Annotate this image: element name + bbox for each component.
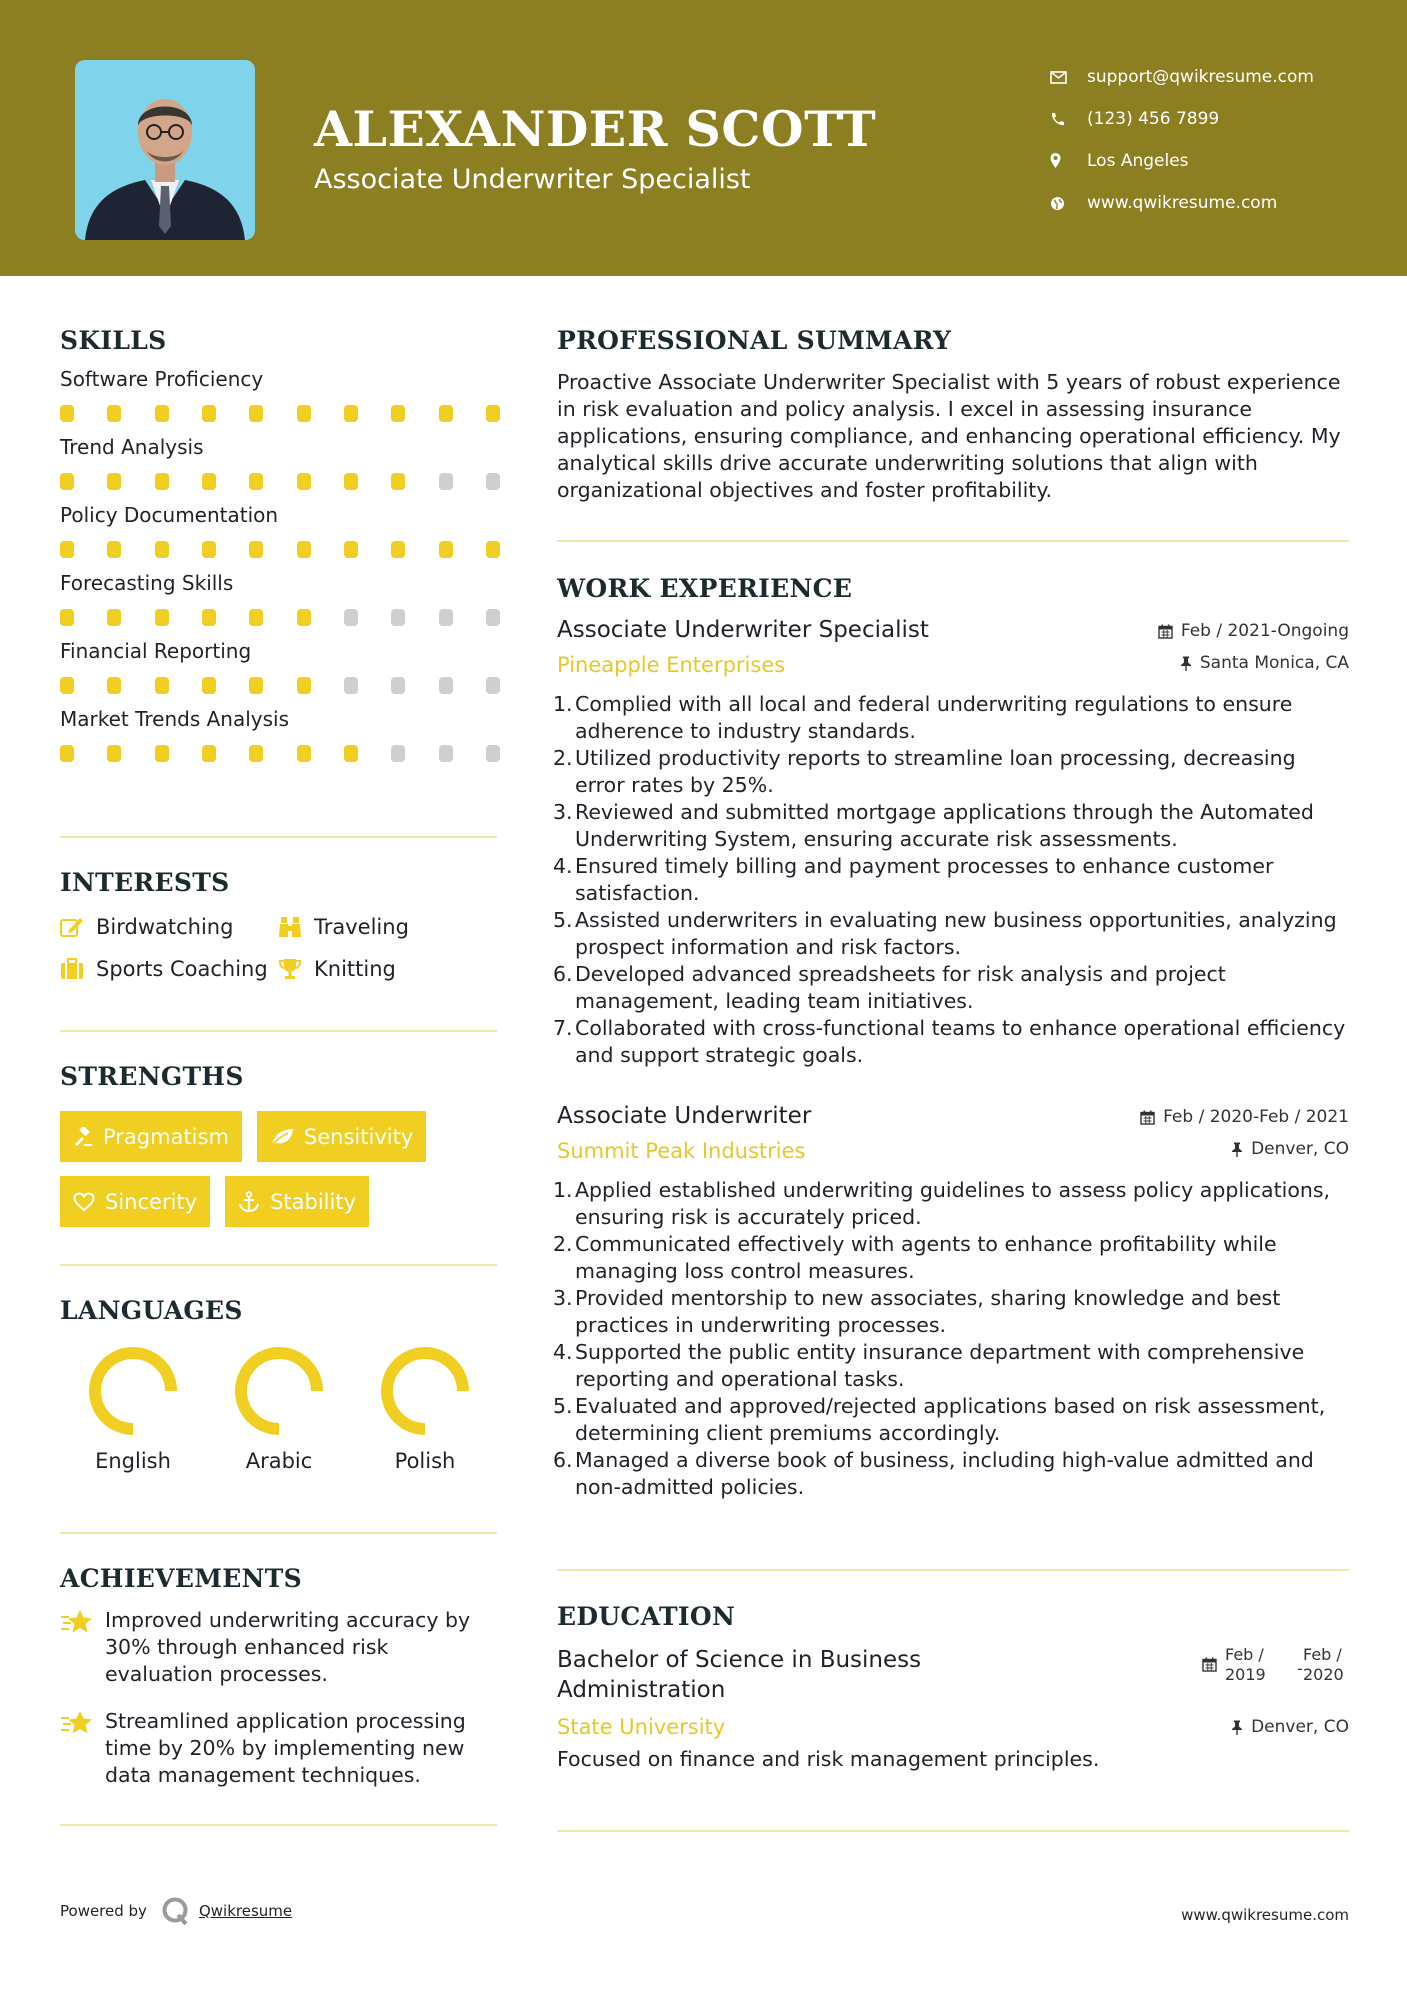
gavel-icon <box>73 1127 93 1147</box>
job-location <box>1180 653 1349 673</box>
skill-dot-filled <box>486 541 500 558</box>
skill-name: Forecasting Skills <box>60 571 234 595</box>
skill-dot-filled <box>202 677 216 694</box>
strength-label: Sensitivity <box>303 1124 414 1149</box>
skill-dot-empty <box>344 677 358 694</box>
education-section <box>557 1602 1349 1771</box>
section-divider <box>60 836 497 838</box>
skill-rating <box>60 677 500 695</box>
section-divider <box>60 1264 497 1266</box>
skill-dot-filled <box>344 473 358 490</box>
summary-text: Proactive Associate Underwriter Specialist with 5 years of robust experience in risk evaluation and policy analysis. I excel in assessing insurance applications, ensuring compliance, and enhancing operational efficiency. My analytical skills drive accurate underwriting solutions that align with organizational objectives and foster profitability. <box>557 370 1341 502</box>
skill-dot-filled <box>297 745 311 762</box>
anchor-icon <box>238 1191 260 1213</box>
skill-dot-empty <box>439 677 453 694</box>
heart-icon <box>73 1192 95 1212</box>
responsibility-item: 2. Utilized productivity reports to streamline loan processing, decreasing error rates by 25%. <box>553 746 1296 797</box>
skill-name: Policy Documentation <box>60 503 279 527</box>
envelope-icon <box>1050 71 1087 84</box>
responsibility-item: 4. Ensured timely billing and payment processes to enhance customer satisfaction. <box>553 854 1274 905</box>
skill-dot-filled <box>297 677 311 694</box>
interest-item <box>60 957 278 981</box>
contact-website-text: www.qwikresume.com <box>1087 193 1278 213</box>
briefcase-icon <box>60 958 96 980</box>
footer-powered-by <box>60 1896 292 1926</box>
section-divider <box>557 1569 1349 1571</box>
skill-item <box>60 639 500 695</box>
candidate-name: ALEXANDER SCOTT <box>314 100 877 158</box>
skill-dot-empty <box>439 745 453 762</box>
calendar-icon <box>1158 624 1173 639</box>
job-title: Associate Underwriter Specialist <box>557 617 929 643</box>
responsibility-item: 1. Complied with all local and federal underwriting regulations to ensure adherence to industry standards. <box>553 692 1293 743</box>
job-entry <box>553 1103 1349 1501</box>
skill-dot-filled <box>107 677 121 694</box>
pushpin-icon <box>1231 1142 1243 1157</box>
degree-title: Bachelor of Science in Business Administration <box>557 1647 922 1703</box>
skill-dot-filled <box>60 609 74 626</box>
languages-title: LANGUAGES <box>60 1296 243 1325</box>
skill-rating <box>60 745 500 763</box>
skill-dot-filled <box>202 405 216 422</box>
skill-name: Financial Reporting <box>60 639 252 663</box>
skill-dot-empty <box>391 609 405 626</box>
job-location <box>1231 1139 1349 1159</box>
summary-title: PROFESSIONAL SUMMARY <box>557 326 952 355</box>
education-title: EDUCATION <box>557 1602 736 1631</box>
skill-dot-filled <box>60 541 74 558</box>
pushpin-icon <box>1180 656 1192 671</box>
skill-dot-filled <box>107 405 121 422</box>
skill-name: Software Proficiency <box>60 367 264 391</box>
skills-list <box>60 367 500 763</box>
skill-dot-filled <box>60 677 74 694</box>
skill-dot-filled <box>202 541 216 558</box>
skill-dot-filled <box>391 473 405 490</box>
skill-dot-filled <box>249 745 263 762</box>
responsibility-item: 5. Evaluated and approved/rejected applications based on risk assessment, determining client premiums accordingly. <box>553 1394 1326 1445</box>
language-level-ring <box>379 1345 471 1437</box>
language-level-ring <box>233 1345 325 1437</box>
pushpin-icon <box>1231 1720 1243 1735</box>
strength-label: Stability <box>270 1189 357 1214</box>
contact-location <box>1050 140 1314 182</box>
job-location-text: Santa Monica, CA <box>1199 653 1349 673</box>
calendar-icon <box>1140 1110 1155 1125</box>
skill-rating <box>60 405 500 423</box>
contact-website[interactable] <box>1050 182 1314 224</box>
achievement-text: Improved underwriting accuracy by 30% through enhanced risk evaluation processes. <box>105 1608 471 1686</box>
strength-chip <box>257 1111 426 1162</box>
education-description: Focused on finance and risk management principles. <box>557 1747 1100 1771</box>
skills-title: SKILLS <box>60 326 167 355</box>
skill-dot-filled <box>249 609 263 626</box>
summary-section <box>557 326 1349 504</box>
strength-chip <box>60 1111 242 1162</box>
binoculars-icon <box>278 916 314 938</box>
skill-dot-empty <box>439 609 453 626</box>
section-divider <box>60 1824 497 1826</box>
strengths-title: STRENGTHS <box>60 1062 244 1091</box>
powered-by-label: Powered by <box>60 1902 147 1920</box>
contact-location-text: Los Angeles <box>1087 151 1189 171</box>
skill-dot-filled <box>297 473 311 490</box>
skill-dot-filled <box>60 745 74 762</box>
job-responsibilities <box>553 691 1349 1069</box>
interest-label: Knitting <box>314 957 396 981</box>
skill-rating <box>60 609 500 627</box>
responsibility-item: 5. Assisted underwriters in evaluating new business opportunities, analyzing prospect information and risk factors. <box>553 908 1337 959</box>
skill-dot-empty <box>486 609 500 626</box>
skill-dot-filled <box>155 677 169 694</box>
job-dates <box>1158 621 1349 641</box>
qwikresume-logo-icon <box>161 1896 191 1926</box>
responsibility-item: 3. Provided mentorship to new associates, sharing knowledge and best practices in underwriting processes. <box>553 1286 1281 1337</box>
pencil-icon <box>60 916 96 938</box>
job-location-text: Denver, CO <box>1251 1139 1349 1159</box>
skill-dot-filled <box>107 473 121 490</box>
skill-dot-empty <box>344 609 358 626</box>
skill-dot-empty <box>391 677 405 694</box>
responsibility-item: 3. Reviewed and submitted mortgage applications through the Automated Underwriting System, ensuring accurate risk assessments. <box>553 800 1314 851</box>
trophy-icon <box>278 958 314 980</box>
globe-icon <box>1050 196 1087 211</box>
skill-dot-filled <box>249 677 263 694</box>
language-name: Polish <box>394 1449 456 1473</box>
job-dates-text: Feb / 2021-Ongoing <box>1180 621 1349 641</box>
work-title: WORK EXPERIENCE <box>557 574 853 603</box>
education-end-date: Feb / 2020 <box>1303 1645 1344 1684</box>
resume-header <box>0 0 1407 276</box>
map-pin-icon <box>1050 153 1087 169</box>
skill-item <box>60 707 500 763</box>
job-title: Associate Underwriter <box>557 1103 812 1129</box>
skill-item <box>60 435 500 491</box>
skill-dot-filled <box>60 405 74 422</box>
skill-dot-filled <box>155 541 169 558</box>
skill-dot-filled <box>202 473 216 490</box>
candidate-role: Associate Underwriter Specialist <box>314 164 751 195</box>
skill-dot-filled <box>202 745 216 762</box>
language-name: Arabic <box>245 1449 313 1473</box>
interest-item <box>60 915 278 939</box>
responsibility-item: 1. Applied established underwriting guidelines to assess policy applications, ensuring risk is accurately priced. <box>553 1178 1331 1229</box>
job-company: Summit Peak Industries <box>557 1139 806 1163</box>
skill-item <box>60 571 500 627</box>
section-divider <box>557 1830 1349 1832</box>
skill-dot-filled <box>439 405 453 422</box>
skill-dot-filled <box>155 473 169 490</box>
skill-dot-filled <box>155 745 169 762</box>
contact-phone[interactable] <box>1050 98 1314 140</box>
skill-dot-filled <box>344 541 358 558</box>
skill-rating <box>60 541 500 559</box>
achievement-text: Streamlined application processing time by 20% by implementing new data management techniques. <box>105 1709 466 1787</box>
skills-section <box>60 326 500 763</box>
skill-dot-filled <box>107 541 121 558</box>
interest-label: Birdwatching <box>96 915 234 939</box>
languages-section <box>60 1296 500 1473</box>
skill-dot-filled <box>155 405 169 422</box>
language-item <box>352 1345 498 1473</box>
skill-dot-empty <box>486 473 500 490</box>
skill-dot-empty <box>439 473 453 490</box>
skill-dot-empty <box>391 745 405 762</box>
job-dates-text: Feb / 2020-Feb / 2021 <box>1163 1107 1349 1127</box>
education-start-date: Feb / 2019 <box>1225 1645 1266 1684</box>
skill-dot-filled <box>439 541 453 558</box>
contact-email[interactable] <box>1050 56 1314 98</box>
skill-dot-filled <box>486 405 500 422</box>
work-experience-section <box>553 574 1349 1501</box>
contact-email-text: support@qwikresume.com <box>1087 67 1314 87</box>
contact-phone-text: (123) 456 7899 <box>1087 109 1220 129</box>
qwikresume-link[interactable]: Qwikresume <box>198 1902 293 1920</box>
interest-item <box>278 915 478 939</box>
contact-list <box>1050 56 1314 224</box>
skill-name: Trend Analysis <box>60 435 204 459</box>
skill-item <box>60 503 500 559</box>
job-company: Pineapple Enterprises <box>557 653 786 677</box>
skill-dot-filled <box>297 541 311 558</box>
skill-dot-filled <box>107 609 121 626</box>
job-entry <box>553 617 1349 1069</box>
skill-dot-filled <box>249 473 263 490</box>
skill-dot-filled <box>344 405 358 422</box>
responsibility-item: 7. Collaborated with cross-functional teams to enhance operational efficiency and support strategic goals. <box>553 1016 1346 1067</box>
skill-rating <box>60 473 500 491</box>
skill-dot-filled <box>202 609 216 626</box>
skill-dot-empty <box>486 677 500 694</box>
skill-dot-filled <box>297 609 311 626</box>
skill-dot-filled <box>249 541 263 558</box>
achievement-item <box>60 1607 500 1688</box>
footer-website[interactable]: www.qwikresume.com <box>1181 1906 1349 1924</box>
strength-chip <box>225 1176 369 1227</box>
interest-label: Sports Coaching <box>96 957 268 981</box>
profile-photo <box>75 60 255 240</box>
responsibility-item: 4. Supported the public entity insurance department with comprehensive reporting and operational tasks. <box>553 1340 1305 1391</box>
section-divider <box>557 540 1349 542</box>
skill-dot-filled <box>107 745 121 762</box>
strength-label: Sincerity <box>105 1189 198 1214</box>
skill-dot-filled <box>391 541 405 558</box>
section-divider <box>60 1532 497 1534</box>
calendar-icon <box>1202 1657 1217 1672</box>
responsibility-item: 6. Developed advanced spreadsheets for risk analysis and project management, leading team initiatives. <box>553 962 1226 1013</box>
strengths-section <box>60 1062 500 1227</box>
leaf-icon <box>270 1127 294 1147</box>
interests-title: INTERESTS <box>60 868 230 897</box>
achievements-section <box>60 1564 500 1789</box>
skill-dot-empty <box>486 745 500 762</box>
skill-dot-filled <box>391 405 405 422</box>
education-dates: Feb / 2019 - Feb / 2020 <box>1202 1645 1349 1685</box>
language-item <box>206 1345 352 1473</box>
interests-section <box>60 868 500 981</box>
responsibility-item: 2. Communicated effectively with agents to enhance profitability while managing loss control measures. <box>553 1232 1277 1283</box>
interest-item <box>278 957 478 981</box>
section-divider <box>60 1030 497 1032</box>
language-name: English <box>95 1449 171 1473</box>
skill-dot-filled <box>60 473 74 490</box>
phone-icon <box>1050 112 1087 127</box>
language-item <box>60 1345 206 1473</box>
achievements-title: ACHIEVEMENTS <box>60 1564 302 1593</box>
strength-label: Pragmatism <box>103 1124 229 1149</box>
school-name: State University <box>557 1715 726 1739</box>
responsibility-item: 6. Managed a diverse book of business, including high-value admitted and non-admitted policies. <box>553 1448 1314 1499</box>
star-icon <box>60 1607 105 1688</box>
skill-dot-filled <box>249 405 263 422</box>
skill-dot-filled <box>155 609 169 626</box>
skill-dot-filled <box>297 405 311 422</box>
education-location-text: Denver, CO <box>1251 1717 1349 1737</box>
job-responsibilities <box>553 1177 1349 1501</box>
interest-label: Traveling <box>314 915 409 939</box>
skill-item <box>60 367 500 423</box>
skill-dot-filled <box>344 745 358 762</box>
job-dates <box>1140 1107 1349 1127</box>
strength-chip <box>60 1176 210 1227</box>
education-location <box>1231 1717 1349 1737</box>
achievement-item <box>60 1708 500 1789</box>
skill-name: Market Trends Analysis <box>60 707 290 731</box>
star-icon <box>60 1708 105 1789</box>
language-level-ring <box>87 1345 179 1437</box>
